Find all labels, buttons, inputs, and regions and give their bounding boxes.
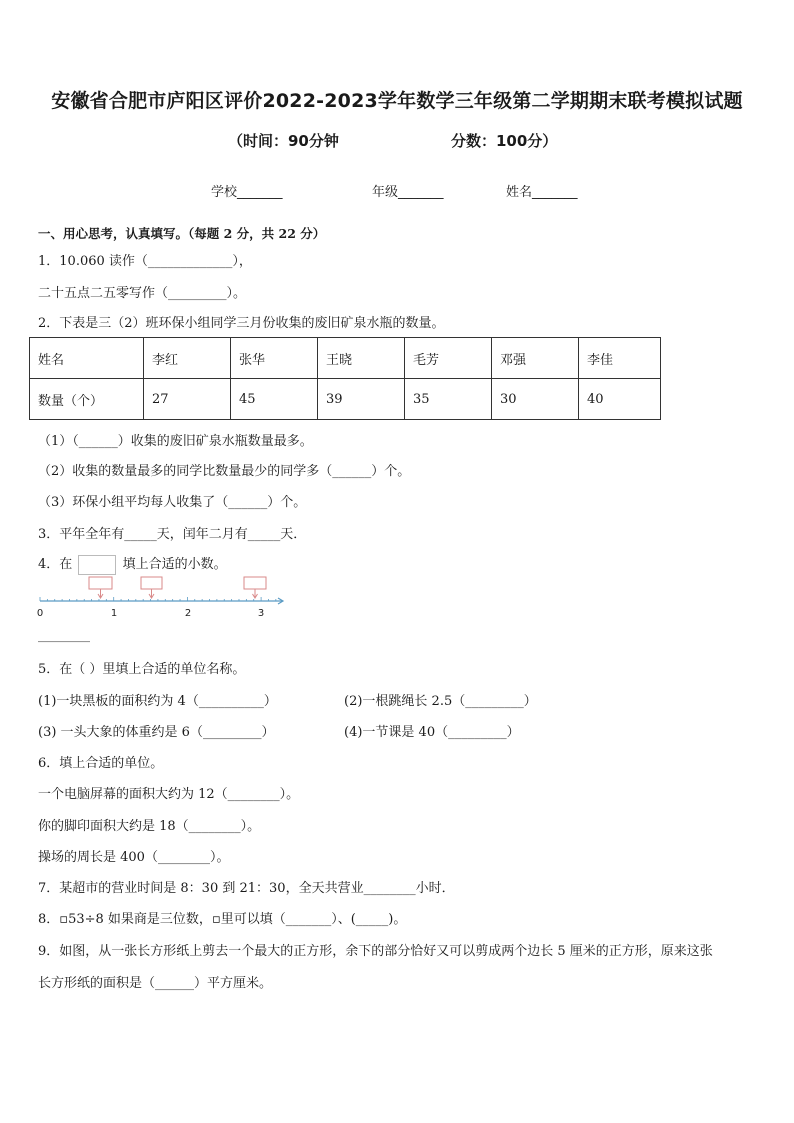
q6-b: 你的脚印面积大约是 18（________）。 bbox=[38, 819, 261, 834]
table-row bbox=[30, 338, 661, 379]
school-field: 学校_______ bbox=[211, 185, 283, 200]
q2-intro: 2．下表是三（2）班环保小组同学三月份收集的废旧矿泉水瓶的数量。 bbox=[38, 316, 445, 331]
q3-text: 3．平年全年有_____天，闰年二月有_____天． bbox=[38, 527, 307, 542]
table-cell: 39 bbox=[318, 379, 405, 420]
q4-prompt bbox=[38, 553, 227, 575]
q5-b: (2)一根跳绳长 2.5（_________） bbox=[344, 694, 537, 709]
table-cell: 张华 bbox=[231, 338, 318, 379]
answer-box-1 bbox=[89, 577, 112, 598]
q2-sub1: （1）（______）收集的废旧矿泉水瓶数量最多。 bbox=[38, 434, 313, 449]
table-cell: 王晓 bbox=[318, 338, 405, 379]
blank-box-icon bbox=[78, 555, 116, 575]
q4-answer-blank: ________ bbox=[38, 628, 90, 643]
q2-sub3: （3）环保小组平均每人收集了（______）个。 bbox=[38, 495, 307, 510]
q6-a: 一个电脑屏幕的面积大约为 12（________）。 bbox=[38, 787, 300, 802]
q1-line1: 1．10.060 读作（_____________）， bbox=[38, 254, 252, 269]
exam-time: （时间：90分钟 bbox=[228, 132, 339, 150]
table-cell: 40 bbox=[579, 379, 661, 420]
q9-line2: 长方形纸的面积是（______）平方厘米。 bbox=[38, 976, 273, 991]
number-line bbox=[30, 574, 300, 622]
tick-label-2: 2 bbox=[184, 608, 192, 619]
q6-intro: 6．填上合适的单位。 bbox=[38, 756, 164, 771]
table-cell: 邓强 bbox=[492, 338, 579, 379]
q5-a: (1)一块黑板的面积约为 4（__________） bbox=[38, 694, 277, 709]
q1-line2: 二十五点二五零写作（_________）。 bbox=[38, 286, 247, 301]
table-cell: 30 bbox=[492, 379, 579, 420]
q6-c: 操场的周长是 400（________）。 bbox=[38, 850, 230, 865]
exam-score: 分数：100分） bbox=[451, 132, 558, 150]
q5-c: (3) 一头大象的体重约是 6（_________） bbox=[38, 725, 275, 740]
table-cell: 姓名 bbox=[30, 338, 144, 379]
tick-label-1: 1 bbox=[110, 608, 118, 619]
answer-box-2 bbox=[141, 577, 162, 598]
table-cell: 27 bbox=[144, 379, 231, 420]
exam-title: 安徽省合肥市庐阳区评价2022-2023学年数学三年级第二学期期末联考模拟试题 bbox=[51, 90, 743, 112]
section-heading: 一、用心思考，认真填写。（每题 2 分，共 22 分） bbox=[38, 226, 326, 241]
number-line-graphic bbox=[30, 574, 300, 622]
table-cell: 数量（个） bbox=[30, 379, 144, 420]
table-cell: 35 bbox=[405, 379, 492, 420]
table-cell: 李红 bbox=[144, 338, 231, 379]
table-cell: 李佳 bbox=[579, 338, 661, 379]
grade-field: 年级_______ bbox=[372, 185, 444, 200]
table-row bbox=[30, 379, 661, 420]
q4-prefix: 4．在 bbox=[38, 557, 73, 572]
q5-intro: 5．在（ ）里填上合适的单位名称。 bbox=[38, 662, 246, 677]
q7-text: 7．某超市的营业时间是 8：30 到 21：30，全天共营业________小时． bbox=[38, 881, 455, 896]
q4-suffix: 填上合适的小数。 bbox=[122, 557, 227, 572]
q9-line1: 9．如图，从一张长方形纸上剪去一个最大的正方形，余下的部分恰好又可以剪成两个边长 5 厘米的正方形，原来这张 bbox=[38, 944, 713, 959]
table-cell: 毛芳 bbox=[405, 338, 492, 379]
tick-label-0: 0 bbox=[36, 608, 44, 619]
name-field: 姓名_______ bbox=[506, 185, 578, 200]
table-cell: 45 bbox=[231, 379, 318, 420]
answer-box-3 bbox=[244, 577, 266, 598]
tick-label-3: 3 bbox=[257, 608, 265, 619]
q2-sub2: （2）收集的数量最多的同学比数量最少的同学多（______）个。 bbox=[38, 464, 411, 479]
q5-d: (4)一节课是 40（_________） bbox=[344, 725, 520, 740]
data-table bbox=[29, 337, 661, 420]
q8-text: 8．▫53÷8 如果商是三位数，▫里可以填（_______）、(_____)。 bbox=[38, 912, 407, 927]
